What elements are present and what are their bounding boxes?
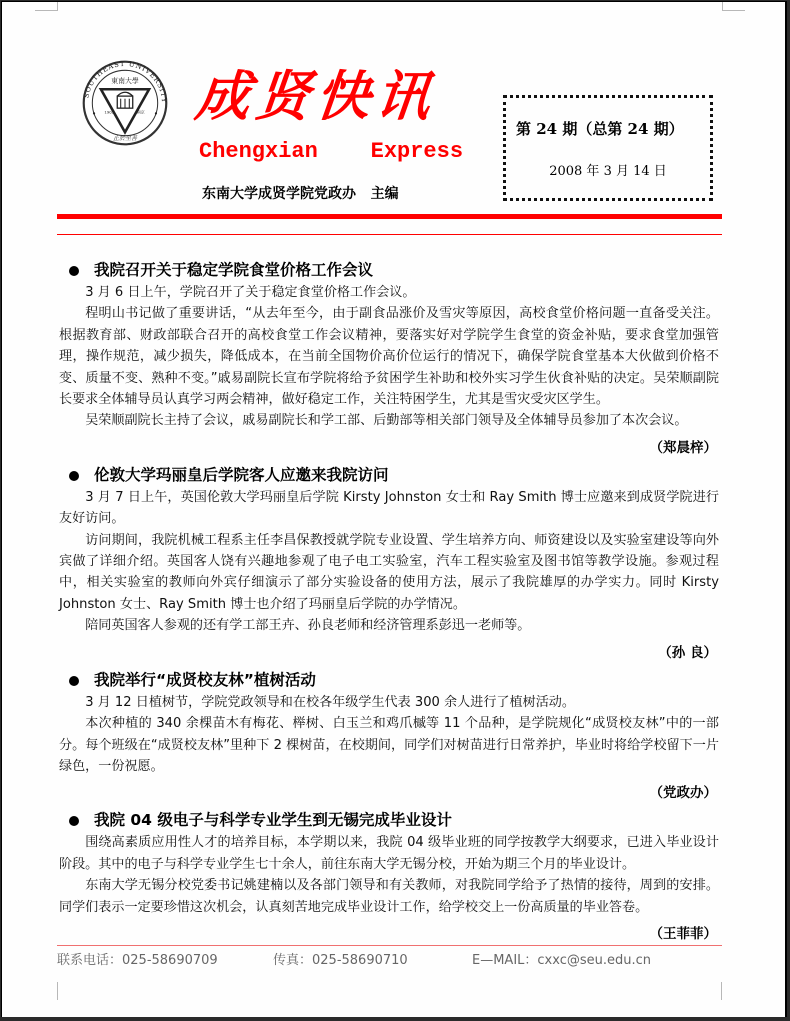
contact-email[interactable]: E—MAIL：cxxc@seu.edu.cn xyxy=(472,953,652,968)
article-title: 伦敦大学玛丽皇后学院客人应邀来我院访问 xyxy=(94,465,389,484)
article-author: （王菲菲） xyxy=(649,925,717,942)
contact-fax: 传真：025-58690710 xyxy=(273,953,408,968)
bullet-icon xyxy=(69,471,79,481)
article-paragraph: 3 月 7 日上午，英国伦敦大学玛丽皇后学院 Kirsty Johnston 女士和 Ray Smith 博士应邀来到成贤学院进行友好访问。 xyxy=(59,489,719,527)
newsletter-title: 成贤快讯 xyxy=(192,64,440,128)
seal-city: 南京 xyxy=(137,109,145,115)
crop-mark-top-left xyxy=(35,2,58,11)
crop-mark-bottom-left xyxy=(57,982,58,1000)
bullet-icon xyxy=(69,266,79,276)
seal-top-text: 東南大學 xyxy=(111,77,139,86)
article-paragraph: 本次种植的 340 余棵苗木有梅花、榉树、白玉兰和鸡爪槭等 11 个品种，是学院规化“成贤校友林”中的一部分。每个班级在“成贤校友林”里种下 2 棵树苗，在校期间，同学们对树苗进行日常养护，毕业时将给学校留下一片绿色，一份祝愿。 xyxy=(59,716,719,774)
footer-rule xyxy=(57,945,722,946)
article-paragraph: 吴荣顺副院长主持了会议，戚易副院长和学工部、后勤部等相关部门领导及全体辅导员参加了本次会议。 xyxy=(85,413,688,429)
newsletter-title-english: Chengxian Express xyxy=(199,139,464,164)
header-rule-thin xyxy=(57,234,722,235)
article xyxy=(59,258,719,459)
issue-info-box xyxy=(503,95,713,201)
contact-phone: 联系电话：025-58690709 xyxy=(57,953,218,968)
issue-number: 第 24 期（总第 24 期） xyxy=(516,120,684,138)
bullet-icon xyxy=(69,816,79,826)
bullet-icon xyxy=(69,676,79,686)
crop-mark-top-right xyxy=(722,2,745,11)
article-paragraph: 围绕高素质应用性人才的培养目标，本学期以来，我院 04 级毕业班的同学按教学大纲要求，已进入毕业设计阶段。其中的电子与科学专业学生七十余人，前往东南大学无锡分校，开始为期三个月的毕业设计。 xyxy=(59,835,719,872)
issue-date: 2008 年 3 月 14 日 xyxy=(549,164,667,179)
articles xyxy=(59,258,719,949)
university-seal-logo xyxy=(82,60,168,146)
article-title: 我院召开关于稳定学院食堂价格工作会议 xyxy=(94,261,374,279)
article-paragraph: 3 月 6 日上午，学院召开了关于稳定食堂价格工作会议。 xyxy=(85,285,416,300)
article-paragraph: 陪同英国客人参观的还有学工部王卉、孙良老师和经济管理系彭迅一老师等。 xyxy=(85,618,531,634)
article-heading xyxy=(59,808,719,832)
article xyxy=(59,463,719,664)
seal-motto: 止於至善 xyxy=(112,134,138,142)
article-title: 我院举行“成贤校友林”植树活动 xyxy=(94,670,316,689)
crop-mark-bottom-right xyxy=(721,982,722,1000)
seal-year: 1902 xyxy=(104,109,115,115)
header-rule-thick xyxy=(57,214,722,219)
article xyxy=(59,668,719,805)
article-paragraph: 3 月 12 日植树节，学院党政领导和在校各年级学生代表 300 余人进行了植树活动。 xyxy=(85,694,575,710)
article-author: （郑晨梓） xyxy=(649,439,717,456)
article-heading xyxy=(59,463,719,487)
article-heading xyxy=(59,668,719,692)
article-author: （孙 良） xyxy=(658,644,717,661)
seal-ring-text: SOUTHEAST UNIVERSITY xyxy=(82,60,168,104)
article-paragraph: 访问期间，我院机械工程系主任李昌保教授就学院专业设置、学生培养方向、师资建设以及实验室建设等向外宾做了详细介绍。英国客人饶有兴趣地参观了电子电工实验室，汽车工程实验室及图书馆等教学设施。参观过程中，相关实验室的教师向外宾仔细演示了部分实验设备的使用方法，展示了我院雄厚的办学实力。同时 Kirsty Johnston 女士、Ray Smith 博士也介绍了玛丽皇后学院的办学情况。 xyxy=(59,532,719,612)
article-paragraph: 东南大学无锡分校党委书记姚建楠以及各部门领导和有关教师，对我院同学给予了热情的接待，周到的安排。同学们表示一定要珍惜这次机会，认真刻苦地完成毕业设计工作，给学校交上一份高质量的毕业答卷。 xyxy=(59,878,719,915)
article xyxy=(59,808,719,945)
article-author: （党政办） xyxy=(649,785,717,802)
editor-credit: 东南大学成贤学院党政办 主编 xyxy=(202,186,399,202)
article-title: 我院 04 级电子与科学专业学生到无锡完成毕业设计 xyxy=(94,811,452,830)
article-paragraph: 程明山书记做了重要讲话，“从去年至今，由于副食品涨价及雪灾等原因，高校食堂价格问题一直备受关注。根据教育部、财政部联合召开的高校食堂工作会议精神，要落实好对学院学生食堂的资金补贴，要求食堂加强管理，操作规范，减少损失，降低成本，在当前全国物价高价位运行的情况下，确保学院食堂基本大伙做到价格不变、质量不变、熟种不变。”戚易副院长宣布学院将给予贫困学生补助和校外实习学生伙食补贴的决定。吴荣顺副院长要求全体辅导员认真学习两会精神，做好稳定工作，关注特困学生，尤其是雪灾受灾区学生。 xyxy=(59,306,719,408)
article-heading xyxy=(59,258,719,282)
newsletter-page xyxy=(1,1,787,1017)
